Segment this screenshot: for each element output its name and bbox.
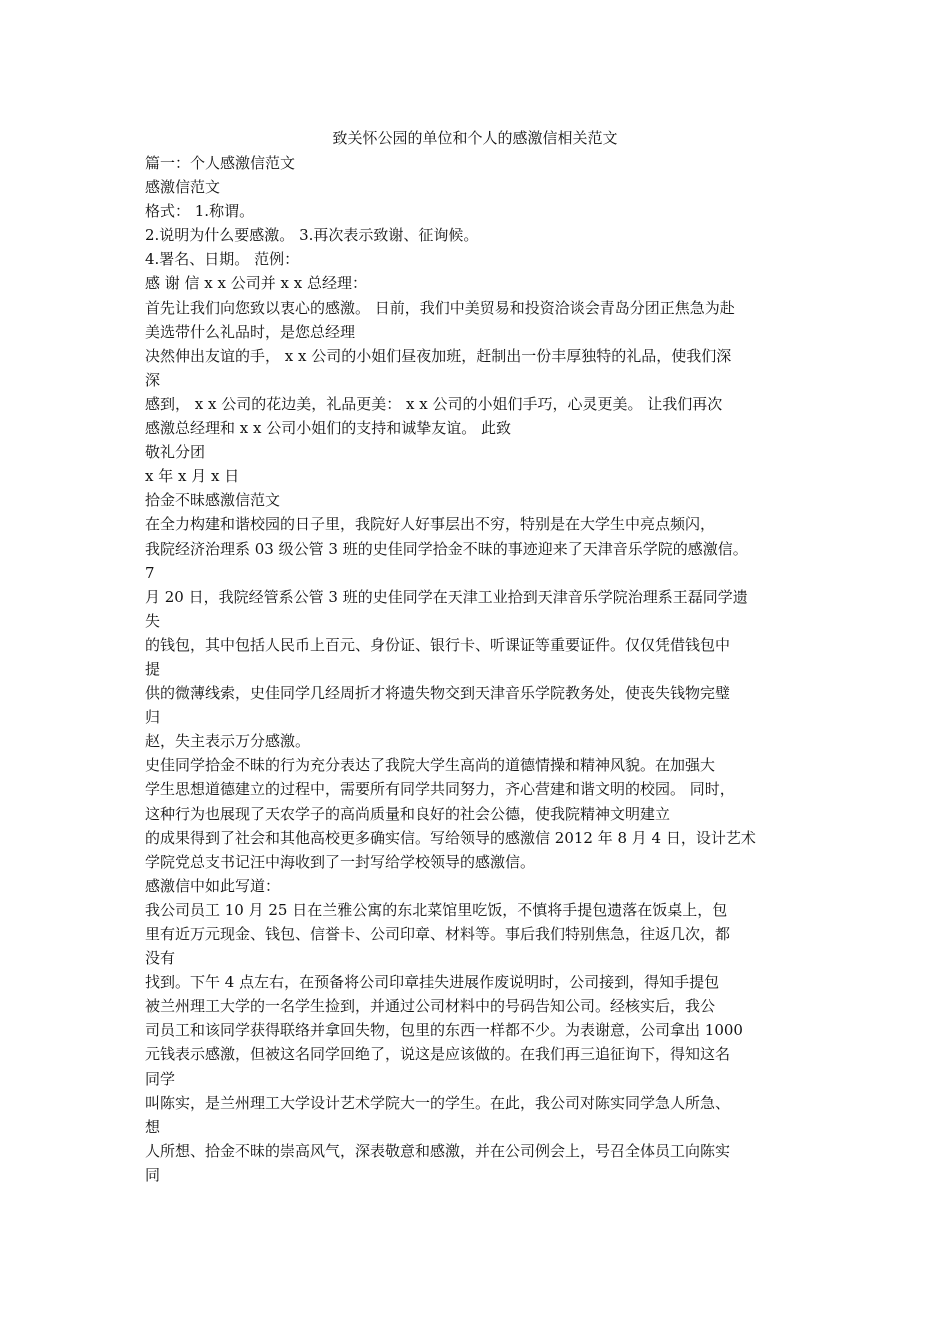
body-line: 同学 bbox=[145, 1069, 176, 1088]
body-line: 里有近万元现金、钱包、信誉卡、公司印章、材料等。事后我们特别焦急，往返几次，都 bbox=[145, 925, 731, 943]
body-line: 首先让我们向您致以衷心的感激。 日前，我们中美贸易和投资洽谈会青岛分团正焦急为赴 bbox=[145, 298, 735, 317]
document-title: 致关怀公园的单位和个人的感激信相关范文 bbox=[332, 129, 618, 147]
body-line: 7 bbox=[145, 563, 155, 582]
body-line: 被兰州理工大学的一名学生捡到，并通过公司材料中的号码告知公司。经核实后，我公 bbox=[145, 997, 716, 1016]
body-line: 拾金不昧感激信范文 bbox=[145, 491, 281, 510]
body-line: 归 bbox=[145, 708, 161, 727]
body-line: 月 20 日，我院经管系公管 3 班的史佳同学在天津工业拾到天津音乐学院治理系王磊同学遗 bbox=[145, 587, 748, 606]
body-line: 决然伸出友谊的手， x x 公司的小姐们昼夜加班，赶制出一份丰厚独特的礼品，使我们深 bbox=[145, 346, 732, 365]
body-line: 想 bbox=[145, 1117, 161, 1136]
body-line: 学院党总支书记汪中海收到了一封写给学校领导的感激信。 bbox=[145, 852, 536, 871]
body-line: 格式： 1.称谓。 bbox=[145, 202, 255, 221]
body-line: 史佳同学拾金不昧的行为充分表达了我院大学生高尚的道德情操和精神风貌。在加强大 bbox=[145, 756, 716, 775]
body-line: 我公司员工 10 月 25 日在兰雅公寓的东北菜馆里吃饭，不慎将手提包遗落在饭桌上，包 bbox=[145, 900, 728, 919]
body-line: 深 bbox=[145, 370, 161, 389]
body-line: 感 谢 信 x x 公司并 x x 总经理： bbox=[145, 274, 367, 293]
body-line: 美选带什么礼品时，是您总经理 bbox=[145, 322, 356, 341]
body-line: 人所想、拾金不昧的崇高风气，深表敬意和感激，并在公司例会上，号召全体员工向陈实 bbox=[145, 1141, 731, 1160]
body-line: 学生思想道德建立的过程中，需要所有同学共同努力，齐心营建和谐文明的校园。 同时， bbox=[145, 780, 735, 799]
body-line: 的钱包，其中包括人民币上百元、身份证、银行卡、听课证等重要证件。仅仅凭借钱包中 bbox=[145, 635, 731, 654]
document-body bbox=[145, 151, 820, 1187]
body-line: 敬礼分团 bbox=[145, 443, 206, 462]
body-line: 的成果得到了社会和其他高校更多确实信。写给领导的感激信 2012 年 8 月 4 日，设计艺术 bbox=[145, 828, 756, 847]
body-line: 赵，失主表示万分感激。 bbox=[145, 732, 311, 751]
body-line: 4.署名、日期。 范例： bbox=[145, 250, 300, 269]
body-line: 叫陈实，是兰州理工大学设计艺术学院大一的学生。在此，我公司对陈实同学急人所急、 bbox=[145, 1093, 731, 1112]
body-line: 感激信范文 bbox=[145, 178, 221, 197]
body-line: 感激信中如此写道： bbox=[145, 876, 281, 895]
body-line: 感激总经理和 x x 公司小姐们的支持和诚挚友谊。 此致 bbox=[145, 419, 511, 438]
body-line: 感到， x x 公司的花边美，礼品更美： x x 公司的小姐们手巧，心灵更美。 让我们再次 bbox=[145, 394, 723, 413]
body-line: 供的微薄线索，史佳同学几经周折才将遗失物交到天津音乐学院教务处，使丧失钱物完璧 bbox=[145, 684, 731, 703]
body-line: 司员工和该同学获得联络并拿回失物，包里的东西一样都不少。为表谢意，公司拿出 1000 bbox=[145, 1021, 743, 1040]
body-line: 2.说明为什么要感激。 3.再次表示致谢、征询候。 bbox=[145, 226, 479, 245]
body-line: 篇一：个人感激信范文 bbox=[145, 154, 296, 172]
body-line: x 年 x 月 x 日 bbox=[145, 467, 240, 486]
body-line: 元钱表示感激，但被这名同学回绝了，说这是应该做的。在我们再三追征询下，得知这名 bbox=[145, 1045, 731, 1064]
body-line: 在全力构建和谐校园的日子里，我院好人好事层出不穷，特别是在大学生中亮点频闪， bbox=[145, 515, 716, 534]
body-line: 我院经济治理系 03 级公管 3 班的史佳同学拾金不昧的事迹迎来了天津音乐学院的感激信。 bbox=[145, 539, 748, 558]
body-line: 这种行为也展现了天农学子的高尚质量和良好的社会公德，使我院精神文明建立 bbox=[145, 804, 671, 823]
body-line: 失 bbox=[145, 611, 161, 630]
body-line: 找到。下午 4 点左右，在预备将公司印章挂失进展作废说明时，公司接到，得知手提包 bbox=[145, 973, 720, 992]
body-line: 没有 bbox=[145, 949, 176, 968]
body-line: 提 bbox=[145, 659, 161, 678]
body-line: 同 bbox=[145, 1165, 161, 1184]
